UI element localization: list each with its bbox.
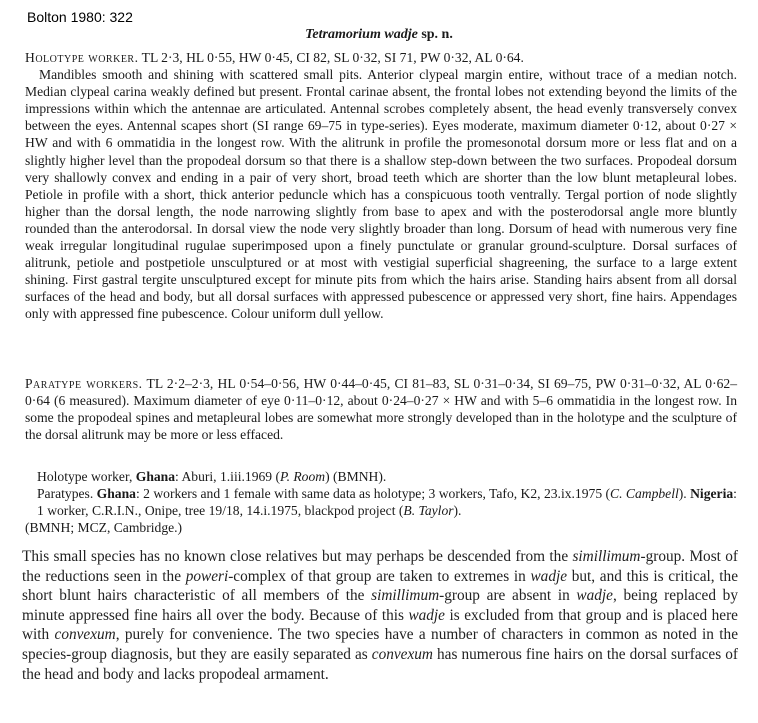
holotype-record-label: Holotype worker, bbox=[37, 469, 136, 484]
source-citation: Bolton 1980: 322 bbox=[27, 9, 133, 25]
paratype-country-ghana: Ghana bbox=[96, 486, 136, 502]
paratype-collector-taylor: B. Taylor bbox=[403, 503, 454, 519]
taxon-poweri: poweri bbox=[185, 567, 229, 585]
holotype-record bbox=[25, 468, 737, 485]
paratype-record-label: Paratypes. bbox=[37, 486, 97, 502]
taxon-wadje: wadje bbox=[530, 567, 568, 585]
taxon-simillimum: simillimum bbox=[371, 587, 440, 605]
species-name: Tetramorium wadje bbox=[305, 27, 418, 42]
taxon-wadje: wadje bbox=[576, 587, 613, 605]
paratype-country-nigeria: Nigeria bbox=[690, 486, 734, 502]
discussion-text: has numerous fine hairs on the dorsal surfaces of the head and body and lacks propodeal armament. bbox=[22, 645, 738, 683]
taxon-wadje: wadje bbox=[408, 606, 445, 624]
material-examined bbox=[25, 468, 737, 536]
paratype-ghana-data: : 2 workers and 1 female with same data as holotype; 3 workers, Tafo, K2, 23.ix.1975 ( bbox=[135, 486, 611, 502]
holotype-description: Mandibles smooth and shining with scattered small pits. Anterior clypeal margin entire, without trace of a median notch. Median clypeal carina weakly defined but present. Frontal carinae absent, the frontal lobes not extending beyond the limits of the impressions within which the antennae are articulated. Antennal scrobes completely absent, the head evenly transversely convex between the eyes. Antennal scapes short (SI range 69–75 in type-series). Eyes moderate, maximum diameter 0·12, about 0·27 × HW and with 6 ommatidia in the longest row. With the alitrunk in profile the promesonotal dorsum more or less flat and on a slightly higher level than the propodeal dorsum so that there is a shallow step-down between the two surfaces. Propodeal dorsum very shallowly convex and ending in a pair of very short, broad teeth which are shorter than the low blunt metapleural lobes. Petiole in profile with a short, thick anterior peduncle which has a conspicuous tooth ventrally. Tergal portion of node slightly higher than the dorsal length, the node narrowing slightly from base to apex and with the posterodorsal angle more bluntly rounded than the anterodorsal. In dorsal view the node very slightly broader than long. Dorsum of head with numerous very fine weak irregular longitudinal rugulae superimposed upon a finely punctulate or granular ground-sculpture. Dorsal surfaces of alitrunk, petiole and postpetiole unsculptured or at most with vestigial superficial shagreening, the surface to a large extent shining. First gastral tergite unsculptured except for minute pits from which the hairs arise. Standing hairs absent from all dorsal surfaces of the head and body, but all dorsal surfaces with appressed pubescence or appressed very short, fine hairs. Appendages only with appressed fine pubescence. Colour uniform dull yellow. bbox=[25, 67, 737, 322]
discussion-paragraph bbox=[22, 547, 738, 684]
discussion-text: -group. Most of the reductions seen in the bbox=[22, 548, 739, 585]
holotype-measurements-line bbox=[25, 49, 737, 66]
paratype-nigeria-data: : 1 worker, C.R.I.N., Onipe, tree 19/18, 14.i.1975, blackpod project ( bbox=[37, 486, 737, 519]
discussion-text: is excluded from that group and is placed here with bbox=[22, 606, 738, 644]
taxon-simillimum: simillimum bbox=[572, 548, 641, 565]
holotype-country: Ghana bbox=[135, 469, 176, 484]
paratype-collector-campbell: C. Campbell bbox=[610, 486, 679, 502]
holotype-heading: Holotype worker. bbox=[25, 50, 139, 65]
holotype-depository: ) (BMNH). bbox=[325, 469, 387, 484]
paratype-depository: (BMNH; MCZ, Cambridge.) bbox=[25, 520, 183, 536]
discussion-text: , purely for convenience. The two species have a number of characters in common as noted in the species-group diagnosis, but they are easily separated as bbox=[22, 626, 738, 663]
paratype-end: ). bbox=[453, 503, 462, 519]
species-title bbox=[0, 27, 758, 43]
discussion-text: but, and this is critical, the short blunt hairs characteristic of all members of the bbox=[22, 567, 738, 605]
discussion-text: , being replaced by minute appressed fine hairs all over the body. Because of this bbox=[22, 587, 738, 624]
taxon-convexum: convexum bbox=[371, 645, 433, 663]
holotype-collector: P. Room bbox=[280, 469, 326, 484]
paratype-description: TL 2·2–2·3, HL 0·54–0·56, HW 0·44–0·45, CI 81–83, SL 0·31–0·34, SI 69–75, PW 0·31–0·32, AL 0·62–0·64 (6 measured). Maximum diameter of eye 0·11–0·12, about 0·24–0·27 × HW and with 5–6 ommatidia in the longest row. In some the propodeal spines and metapleural lobes are somewhat more strongly developed than in the holotype and the sculpture of the dorsal alitrunk may be more or less effaced. bbox=[25, 376, 737, 443]
holotype-measurements: TL 2·3, HL 0·55, HW 0·45, CI 82, SL 0·32, SI 71, PW 0·32, AL 0·64. bbox=[138, 50, 524, 65]
paratype-record bbox=[25, 485, 737, 519]
discussion-text: -group are absent in bbox=[439, 587, 577, 605]
holotype-locality: : Aburi, 1.iii.1969 ( bbox=[175, 469, 281, 484]
species-status: sp. n. bbox=[417, 27, 453, 42]
paratype-section bbox=[25, 375, 737, 443]
discussion-text: -complex of that group are taken to extremes in bbox=[228, 567, 531, 585]
taxon-convexum: convexum bbox=[54, 626, 116, 644]
holotype-section bbox=[25, 49, 737, 323]
paratype-separator: ). bbox=[678, 486, 691, 502]
discussion-text: This small species has no known close relatives but may perhaps be descended from the bbox=[22, 548, 573, 565]
paratype-heading: Paratype workers. bbox=[25, 376, 143, 391]
